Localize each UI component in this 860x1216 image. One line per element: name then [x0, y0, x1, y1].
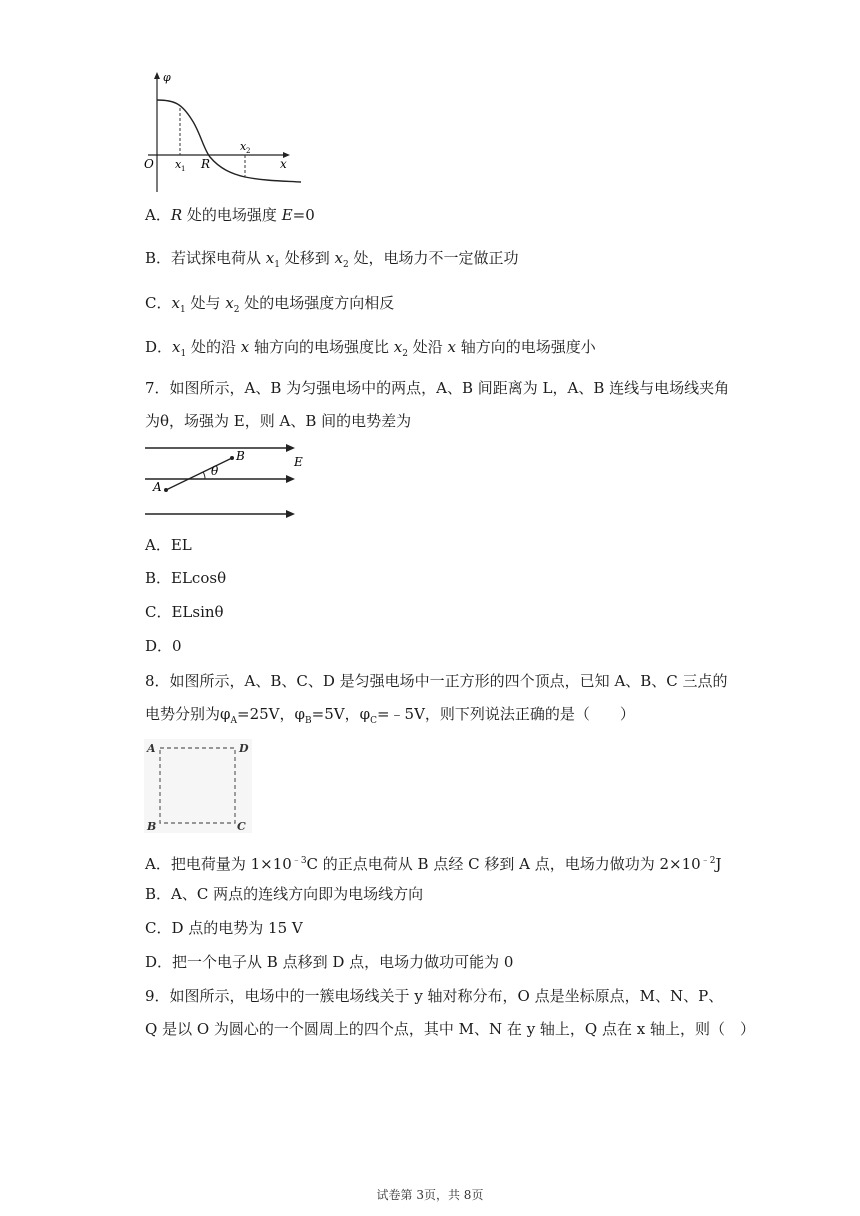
x-axis-label: x [280, 157, 287, 171]
r-label: R [201, 157, 211, 171]
vertex-b: B [147, 820, 157, 833]
page-footer: 试卷第 3页，共 8页 [376, 1188, 484, 1202]
q7-option-d: D．0 [145, 637, 182, 655]
q6-option-d: D．$x_1$ 处的沿 x 轴方向的电场强度比 $x_2$ 处沿 x 轴方向的电场强度小 [145, 338, 596, 359]
q9-stem-line1: 9．如图所示，电场中的一簇电场线关于 y 轴对称分布，O 点是坐标原点，M、N、P、 [145, 987, 724, 1005]
vertex-c: C [237, 820, 246, 833]
q7-stem-line2: 为θ，场强为 E，则 A、B 间的电势差为 [145, 412, 412, 430]
q8-stem-line1: 8．如图所示，A、B、C、D 是匀强电场中一正方形的四个顶点，已知 A、B、C 三点的 [145, 672, 728, 690]
theta-arc [203, 472, 205, 479]
potential-curve-figure [140, 68, 310, 196]
label-b: B [236, 449, 245, 463]
q7-option-c: C．ELsinθ [145, 603, 224, 621]
phi-axis-arrow [154, 72, 160, 79]
x2-label: x [240, 140, 247, 153]
q8-option-a: A．把电荷量为 $1\times 10^{﹣3}C$ 的正点电荷从 B 点经 C 移到 A 点，电场力做功为 $2\times 10^{﹣2}J$ [145, 855, 722, 873]
q7-option-b: B．ELcosθ [145, 569, 227, 587]
field-arrow-2 [286, 475, 295, 483]
phi-label: φ [163, 71, 171, 84]
vertex-a: A [147, 742, 156, 755]
q8-option-b: B．A、C 两点的连线方向即为电场线方向 [145, 885, 424, 903]
uniform-field-figure [143, 440, 313, 524]
origin-label: O [144, 157, 154, 171]
q7-stem-line1: 7．如图所示，A、B 为匀强电场中的两点，A、B 间距离为 L，A、B 连线与电场线夹角 [145, 379, 730, 397]
x2-sub-label: 2 [246, 147, 251, 155]
segment-ab [166, 458, 232, 490]
q7-option-a: A．EL [145, 536, 192, 554]
point-a [164, 488, 168, 492]
label-e: E [294, 455, 303, 469]
q8-option-d: D．把一个电子从 B 点移到 D 点，电场力做功可能为 0 [145, 953, 514, 971]
square-figure [143, 738, 253, 834]
label-a: A [153, 480, 162, 494]
label-theta: θ [211, 464, 219, 478]
q8-option-c: C．D 点的电势为 15 V [145, 919, 303, 937]
q6-option-b: B．若试探电荷从 $x_1$ 处移到 $x_2$ 处，电场力不一定做正功 [145, 249, 519, 270]
q8-stem-line2: 电势分别为$\varphi_A=25V$，$\varphi_B=5V$，$\varphi_C=﹣5V$，则下列说法正确的是（ ） [145, 705, 635, 726]
x1-sub-label: 1 [181, 165, 186, 173]
q6-option-a: A．R 处的电场强度 E=0 [145, 206, 315, 224]
field-arrow-3 [286, 510, 295, 518]
point-b [230, 456, 234, 460]
vertex-d: D [239, 742, 249, 755]
field-arrow-1 [286, 444, 295, 452]
q9-stem-line2: Q 是以 O 为圆心的一个圆周上的四个点，其中 M、N 在 y 轴上，Q 点在 x 轴上，则（ ） [145, 1020, 755, 1038]
x1-label: x [175, 158, 182, 171]
q6-option-c: C．$x_1$ 处与 $x_2$ 处的电场强度方向相反 [145, 294, 395, 315]
